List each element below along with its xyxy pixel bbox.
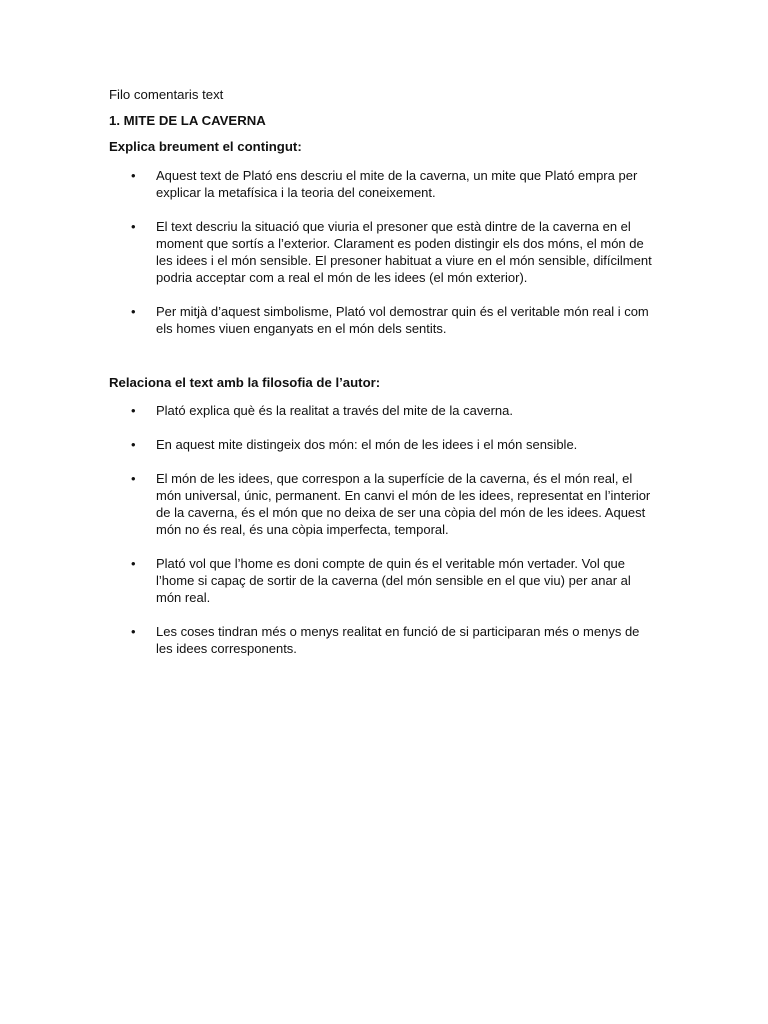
question-1-heading: Explica breument el contingut:	[109, 139, 302, 154]
list-item	[109, 303, 659, 337]
list-item-text: El text descriu la situació que viuria el presoner que està dintre de la caverna en el moment que sortís a l’exterior. Clarament es poden distingir els dos móns, el món de les idees i el món sensible. El presoner habituat a viure en el món sensible, difícilment podria acceptar com a real el món de les idees (el món exterior).	[156, 219, 652, 285]
bullet-icon: •	[131, 437, 136, 452]
list-item-text: Plató explica què és la realitat a través del mite de la caverna.	[156, 403, 513, 418]
question-2-list	[109, 402, 659, 657]
list-item-text: Les coses tindran més o menys realitat en funció de si participaran més o menys de les idees corresponents.	[156, 624, 640, 656]
bullet-icon: •	[131, 168, 136, 183]
list-item-text: El món de les idees, que correspon a la superfície de la caverna, és el món real, el món universal, únic, permanent. En canvi el món de les idees, representat en l’interior de la caverna, és el món que no deixa de ser una còpia del món de les idees. Aquest món no és real, és una còpia imperfecta, temporal.	[156, 471, 651, 537]
list-item	[109, 167, 659, 201]
bullet-icon: •	[131, 403, 136, 418]
list-item	[109, 623, 659, 657]
question-1-list	[109, 167, 659, 337]
question-2-heading: Relaciona el text amb la filosofia de l’autor:	[109, 375, 381, 390]
list-item	[109, 555, 659, 606]
bullet-icon: •	[131, 304, 136, 319]
bullet-icon: •	[131, 624, 136, 639]
list-item-text: En aquest mite distingeix dos món: el món de les idees i el món sensible.	[156, 437, 578, 452]
list-item	[109, 218, 659, 286]
bullet-icon: •	[131, 471, 136, 486]
list-item-text: Aquest text de Plató ens descriu el mite de la caverna, un mite que Plató empra per explicar la metafísica i la teoria del coneixement.	[156, 168, 638, 200]
bullet-icon: •	[131, 556, 136, 571]
document-title: Filo comentaris text	[109, 87, 224, 102]
list-item	[109, 402, 659, 419]
list-item-text: Plató vol que l’home es doni compte de quin és el veritable món vertader. Vol que l’home si capaç de sortir de la caverna (del món sensible en el que viu) per anar al món real.	[156, 556, 631, 605]
bullet-icon: •	[131, 219, 136, 234]
list-item	[109, 470, 659, 538]
section-heading: 1. MITE DE LA CAVERNA	[109, 113, 266, 128]
document-content	[109, 86, 659, 657]
list-item	[109, 436, 659, 453]
list-item-text: Per mitjà d’aquest simbolisme, Plató vol demostrar quin és el veritable món real i com els homes viuen enganyats en el món dels sentits.	[156, 304, 649, 336]
